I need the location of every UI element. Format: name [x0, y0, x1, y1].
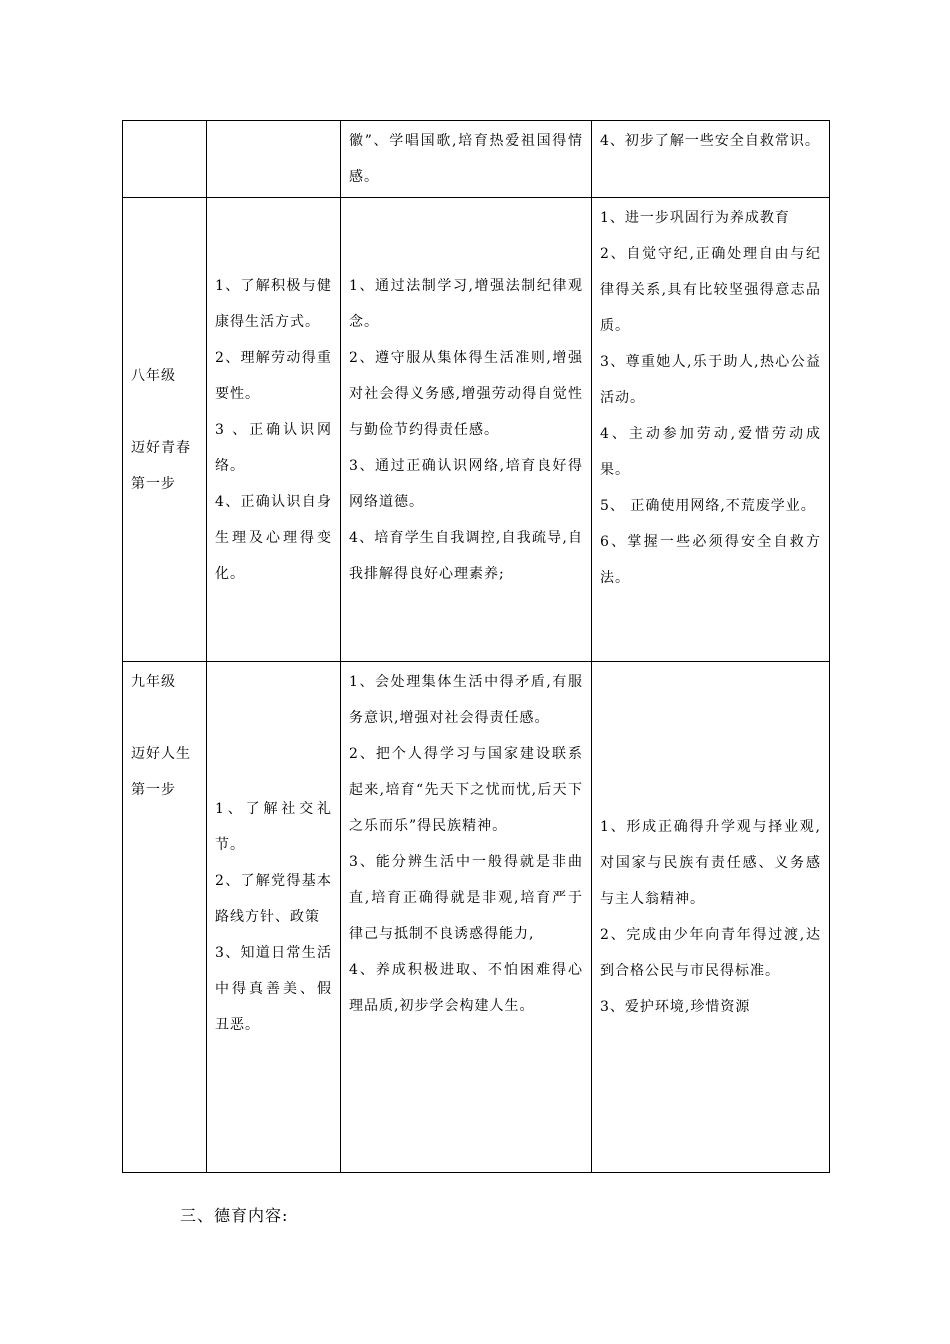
requirement-item: 2、自觉守纪,正确处理自由与纪律得关系,具有比较坚强得意志品质。: [600, 246, 821, 334]
content-item: 3、能分辨生活中一般得就是非曲直,培育正确得就是非观,培育严于律己与抵制不良诱惑得能力,: [349, 854, 583, 942]
requirements-cell: [592, 662, 830, 1173]
goal-item: 4、正确认识自身生理及心理得变化。: [215, 493, 332, 582]
moral-education-table: [122, 120, 830, 1173]
table-row: [123, 198, 830, 662]
goal-item: 2、理解劳动得重要性。: [215, 349, 332, 402]
requirements-cell: [592, 121, 830, 198]
section-heading: 三、德育内容:: [180, 1206, 289, 1225]
grade-theme: 迈好人生第一步: [131, 746, 191, 798]
content-item: 4、养成积极进取、不怕困难得心理品质,初步学会构建人生。: [349, 962, 583, 1014]
requirement-item: 2、完成由少年向青年得过渡,达到合格公民与市民得标准。: [600, 927, 821, 979]
content-item: 2、把个人得学习与国家建设联系起来,培育“先天下之忧而忧,后天下之乐而乐”得民族精神。: [349, 746, 583, 834]
requirement-item: 4、初步了解一些安全自救常识。: [600, 133, 820, 149]
table-row: [123, 121, 830, 198]
content-item: 4、培育学生自我调控,自我疏导,自我排解得良好心理素养;: [349, 529, 583, 582]
content-cell: [341, 198, 592, 662]
requirements-cell: [592, 198, 830, 662]
requirement-item: 4、主动参加劳动,爱惜劳动成果。: [600, 426, 821, 478]
content-item: 3、通过正确认识网络,培育良好得网络道德。: [349, 457, 583, 510]
grade-cell: [123, 121, 207, 198]
requirement-item: 6、掌握一些必须得安全自救方法。: [600, 534, 821, 586]
content-item: 2、遵守服从集体得生活准则,增强对社会得义务感,增强劳动得自觉性与勤俭节约得责任感。: [349, 349, 583, 438]
content-item: 徽”、学唱国歌,培育热爱祖国得情感。: [349, 133, 583, 185]
goals-cell: [207, 662, 341, 1173]
goals-cell: [207, 198, 341, 662]
content-item: 1、通过法制学习,增强法制纪律观念。: [349, 277, 583, 330]
goal-item: 3、知道日常生活中得真善美、假丑恶。: [215, 945, 332, 1033]
content-cell: [341, 662, 592, 1173]
grade-cell: [123, 662, 207, 1173]
grade-name: 九年级: [131, 674, 176, 690]
grade-theme: 迈好青春第一步: [131, 439, 191, 492]
requirement-item: 3、尊重她人,乐于助人,热心公益活动。: [600, 354, 821, 406]
grade-cell: [123, 198, 207, 662]
table-row: [123, 662, 830, 1173]
goal-item: 3 、正确认识网络。: [215, 421, 332, 474]
content-item: 1、会处理集体生活中得矛盾,有服务意识,增强对社会得责任感。: [349, 674, 583, 726]
content-cell: [341, 121, 592, 198]
requirement-item: 5、 正确使用网络,不荒废学业。: [600, 498, 816, 514]
grade-name: 八年级: [131, 367, 176, 384]
goals-cell: [207, 121, 341, 198]
requirement-item: 3、爱护环境,珍惜资源: [600, 999, 751, 1015]
goal-item: 1、了解社交礼节。: [215, 801, 332, 853]
requirement-item: 1、形成正确得升学观与择业观,对国家与民族有责任感、义务感与主人翁精神。: [600, 819, 821, 907]
goal-item: 1、了解积极与健康得生活方式。: [215, 277, 332, 330]
goal-item: 2、了解党得基本路线方针、政策: [215, 873, 332, 925]
requirement-item: 1、进一步巩固行为养成教育: [600, 210, 790, 226]
